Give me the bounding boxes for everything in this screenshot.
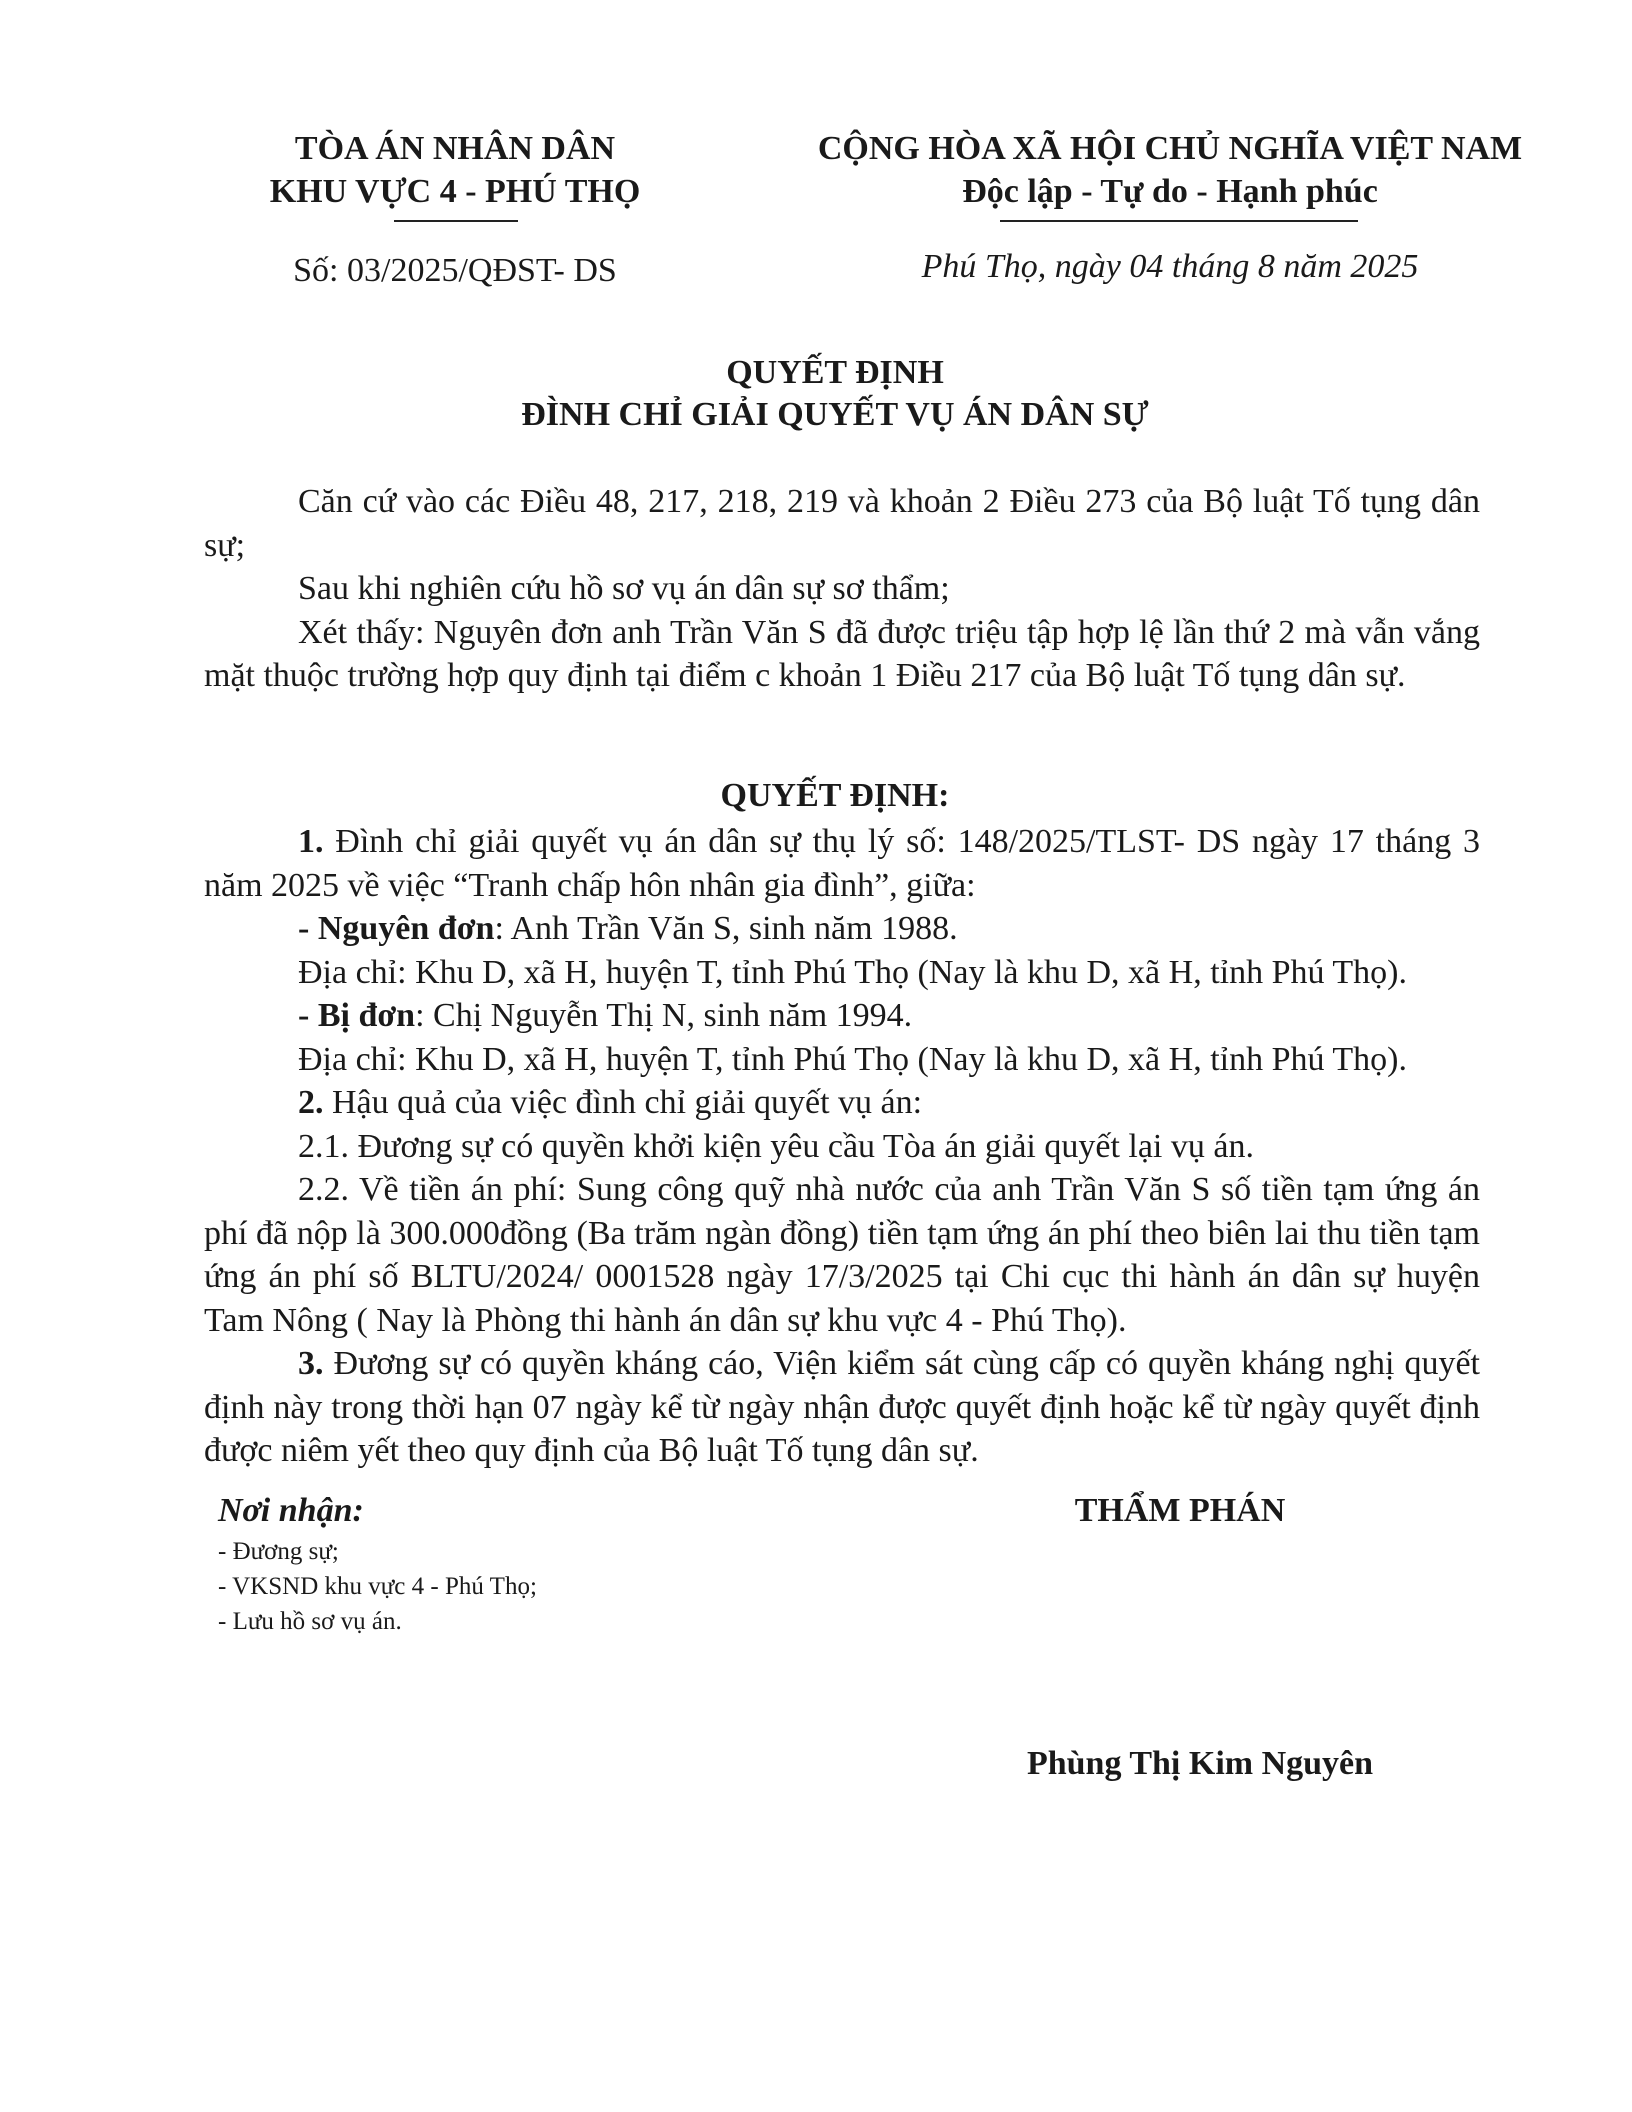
court-name-line2: KHU VỰC 4 - PHÚ THỌ [269, 173, 641, 210]
item1-number: 1. [298, 823, 324, 860]
plaintiff-line [204, 907, 1480, 951]
decision-heading: QUYẾT ĐỊNH: [720, 777, 950, 814]
defendant-text: : Chị Nguyễn Thị N, sinh năm 1994. [415, 997, 913, 1034]
preamble-consideration: Xét thấy: Nguyên đơn anh Trần Văn S đã được triệu tập hợp lệ lần thứ 2 mà vẫn vắng mặt thuộc trường hợp quy định tại điểm c khoản 1 Điều 217 của Bộ luật Tố tụng dân sự. [204, 613, 1480, 694]
item2-text: Hậu quả của việc đình chỉ giải quyết vụ án: [323, 1084, 923, 1121]
court-underline [394, 220, 518, 222]
signer-name: Phùng Thị Kim Nguyên [1026, 1745, 1374, 1782]
plaintiff-address: Địa chỉ: Khu D, xã H, huyện T, tỉnh Phú Thọ (Nay là khu D, xã H, tỉnh Phú Thọ). [298, 953, 1407, 991]
preamble-review: Sau khi nghiên cứu hồ sơ vụ án dân sự sơ thẩm; [298, 570, 950, 607]
court-name-block [210, 127, 700, 213]
decision-item-2 [204, 1081, 1480, 1125]
item3-text: Đương sự có quyền kháng cáo, Viện kiểm sát cùng cấp có quyền kháng nghị quyết định này trong thời hạn 07 ngày kể từ ngày nhận được quyết định hoặc kể từ ngày quyết định được niêm yết theo quy định của Bộ luật Tố tụng dân sự. [204, 1345, 1480, 1469]
defendant-address: Địa chỉ: Khu D, xã H, huyện T, tỉnh Phú Thọ (Nay là khu D, xã H, tỉnh Phú Thọ). [298, 1040, 1407, 1078]
place-date: Phú Thọ, ngày 04 tháng 8 năm 2025 [921, 248, 1419, 285]
signature-title: THẨM PHÁN [1074, 1492, 1286, 1529]
recipients-title: Nơi nhận: [218, 1492, 364, 1529]
item2-number: 2. [298, 1084, 324, 1121]
decision-item-2-2: 2.2. Về tiền án phí: Sung công quỹ nhà nước của anh Trần Văn S số tiền tạm ứng án phí đã nộp là 300.000đồng (Ba trăm ngàn đồng) tiền tạm ứng án phí theo biên lai thu tiền tạm ứng án phí số BLTU/2024/ 0001528 ngày 17/3/2025 tại Chi cục thi hành án dân sự huyện Tam Nông ( Nay là Phòng thi hành án dân sự khu vực 4 - Phú Thọ). [204, 1171, 1480, 1339]
decision-item-2-1: 2.1. Đương sự có quyền khởi kiện yêu cầu Tòa án giải quyết lại vụ án. [298, 1127, 1254, 1165]
nation-name: CỘNG HÒA XÃ HỘI CHỦ NGHĨA VIỆT NAM [817, 130, 1523, 167]
decision-item-3 [204, 1342, 1480, 1473]
defendant-label: - Bị đơn [298, 997, 416, 1034]
recipient-item: - VKSND khu vực 4 - Phú Thọ; [218, 1573, 537, 1600]
preamble [204, 480, 1480, 698]
preamble-legal-basis: Căn cứ vào các Điều 48, 217, 218, 219 và khoản 2 Điều 273 của Bộ luật Tố tụng dân sự; [204, 483, 1480, 564]
recipient-item: - Đương sự; [218, 1538, 339, 1565]
court-name-line1: TÒA ÁN NHÂN DÂN [294, 130, 616, 167]
plaintiff-text: : Anh Trần Văn S, sinh năm 1988. [494, 910, 958, 947]
motto-underline [1000, 220, 1358, 222]
document-title [200, 352, 1470, 436]
title-line1: QUYẾT ĐỊNH [726, 354, 944, 391]
document-number: Số: 03/2025/QĐST- DS [293, 252, 617, 289]
defendant-line [204, 994, 1480, 1038]
plaintiff-label: - Nguyên đơn [298, 910, 495, 947]
recipients-block [218, 1492, 818, 1639]
recipient-item: - Lưu hồ sơ vụ án. [218, 1608, 402, 1635]
national-motto-block [780, 127, 1560, 213]
motto: Độc lập - Tự do - Hạnh phúc [962, 173, 1378, 210]
recipients-list [218, 1534, 818, 1639]
item3-number: 3. [298, 1345, 324, 1382]
title-line2: ĐÌNH CHỈ GIẢI QUYẾT VỤ ÁN DÂN SỰ [521, 396, 1149, 433]
item1-text: Đình chỉ giải quyết vụ án dân sự thụ lý số: 148/2025/TLST- DS ngày 17 tháng 3 năm 2025 về việc “Tranh chấp hôn nhân gia đình”, giữa: [204, 823, 1480, 904]
decision-body [204, 820, 1480, 1473]
decision-item-1 [204, 820, 1480, 907]
